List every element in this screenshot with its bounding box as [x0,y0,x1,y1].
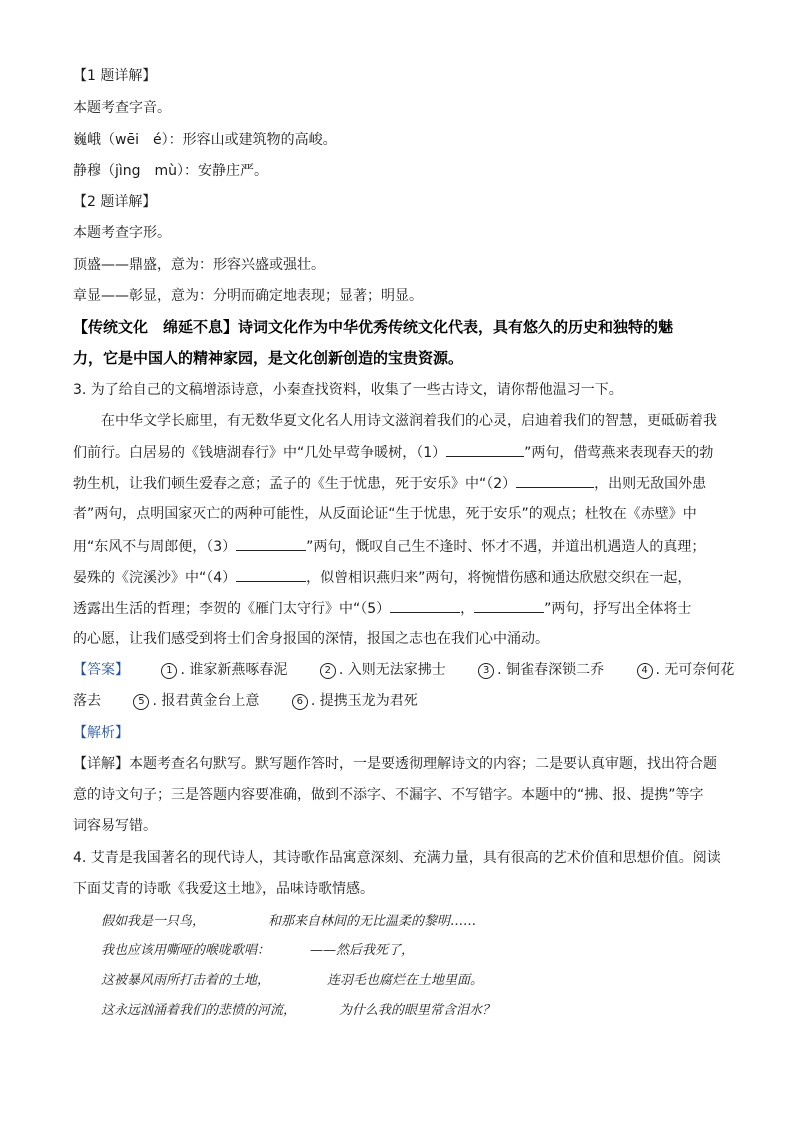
q2-detail-heading: 【2 题详解】 [73,194,157,210]
answer-number: 2 [320,663,336,679]
q1-detail-heading: 【1 题详解】 [73,68,157,84]
passage-text: ，似曾相识燕归来”两句，将惋惜伤感和通达欣慰交织在一起， [306,570,692,586]
answer-line [73,660,734,680]
passage-line: 在中华文学长廊里，有无数华夏文化名人用诗文滋润着我们的心灵，启迪着我们的智慧，更砥砺着我 [101,413,717,429]
q2-detail-line: 顶盛——鼎盛，意为：形容兴盛或强壮。 [73,257,325,273]
blank-3 [236,536,306,551]
poem-line: 这被暴风雨所打击着的土地， [101,973,271,988]
detail-label: 【详解】 [73,756,129,772]
q1-detail-line: 巍峨（wēi é）：形容山或建筑物的高峻。 [73,132,337,148]
blank-2 [516,473,594,488]
answer-line [73,691,418,711]
passage-line [73,567,691,588]
passage-line: 者”两句，点明国家灭亡的两种可能性，从反面论证“生于忧患，死于安乐”的观点；杜牧在《赤壁》中 [73,506,697,522]
answer-text: . 入则无法家拂士 [338,662,446,678]
question-4-line: 下面艾青的诗歌《我爱这土地》，品味诗歌情感。 [73,881,374,897]
question-4-line: 4. 艾青是我国著名的现代诗人，其诗歌作品寓意深刻、充满力量，具有很高的艺术价值和思想价值。阅读 [73,850,721,866]
answer-text: . 铜雀春深锁二乔 [497,662,605,678]
tradition-heading: 【传统文化 绵延不息】诗词文化作为中华优秀传统文化代表，具有悠久的历史和独特的魅 [73,318,674,336]
answer-text: . 无可奈何花 [655,662,735,678]
passage-line [73,442,713,463]
answer-number: 6 [292,694,308,710]
answer-text: . 提携玉龙为君死 [310,693,418,709]
passage-line: 的心愿，让我们感受到将士们舍身报国的深情，报国之志也在我们心中涌动。 [73,631,549,647]
blank-5b [474,598,544,613]
poem-line: 我也应该用嘶哑的喉咙歌唱： [101,943,271,958]
passage-line [73,536,705,557]
passage-line [73,473,706,494]
detail-line: 词容易写错。 [73,818,157,834]
passage-text: 们前行。白居易的《钱塘湖春行》中“几处早莺争暖树，（1） [73,445,447,461]
answer-text: . 报君黄金台上意 [152,693,260,709]
passage-text: ， [460,601,475,617]
analysis-label: 【解析】 [73,725,129,741]
answer-text: 落去 [73,693,101,709]
passage-text: 晏殊的《浣溪沙》中“（4） [73,570,237,586]
passage-text: ，出则无敌国外患 [594,476,707,492]
detail-line [73,754,717,774]
poem-line: ——然后我死了， [310,943,415,958]
question-3-intro: 3. 为了给自己的文稿增添诗意，小秦查找资料，收集了一些古诗文，请你帮他温习一下。 [73,382,623,398]
answer-number: 3 [478,663,494,679]
q2-detail-line: 章显——彰显，意为：分明而确定地表现；显著；明显。 [73,288,423,304]
q1-detail-line: 本题考查字音。 [73,100,171,116]
answer-text: . 谁家新燕啄春泥 [180,662,288,678]
poem-line: 假如我是一只鸟， [101,914,206,929]
q2-detail-line: 本题考查字形。 [73,225,171,241]
passage-text: 用“东风不与周郎便，（3） [73,539,237,555]
answer-number: 1 [161,663,177,679]
blank-4 [236,567,306,582]
answer-number: 4 [637,663,653,679]
passage-text: 勃生机，让我们顿生爱春之意；孟子的《生于忧患，死于安乐》中“（2） [73,476,517,492]
blank-1 [446,442,524,457]
poem-line: 为什么我的眼里常含泪水？ [339,1003,496,1018]
poem-line: 和那来自林间的无比温柔的黎明…… [268,914,477,929]
passage-text: ”两句，慨叹自己生不逢时、怀才不遇，并道出机遇造人的真理； [306,539,706,555]
detail-text: 本题考查名句默写。默写题作答时，一是要透彻理解诗文的内容；二是要认真审题，找出符合题 [129,756,717,772]
poem-line: 连羽毛也腐烂在土地里面。 [327,973,484,988]
poem-line: 这永远汹涌着我们的悲愤的河流， [101,1003,297,1018]
passage-text: 透露出生活的哲理；李贺的《雁门太守行》中“（5） [73,601,391,617]
answer-label: 【答案】 [73,662,129,678]
tradition-line: 力，它是中国人的精神家园，是文化创新创造的宝贵资源。 [73,349,464,367]
passage-line [73,598,691,619]
q1-detail-line: 静穆（jìng mù）：安静庄严。 [73,163,269,179]
blank-5a [390,598,460,613]
passage-text: ”两句，借莺燕来表现春天的勃 [524,445,714,461]
detail-line: 意的诗文句子；三是答题内容要准确，做到不添字、不漏字、不写错字。本题中的“拂、报、提携”等字 [73,787,704,803]
answer-number: 5 [133,694,149,710]
passage-text: ”两句，抒写出全体将士 [544,601,692,617]
